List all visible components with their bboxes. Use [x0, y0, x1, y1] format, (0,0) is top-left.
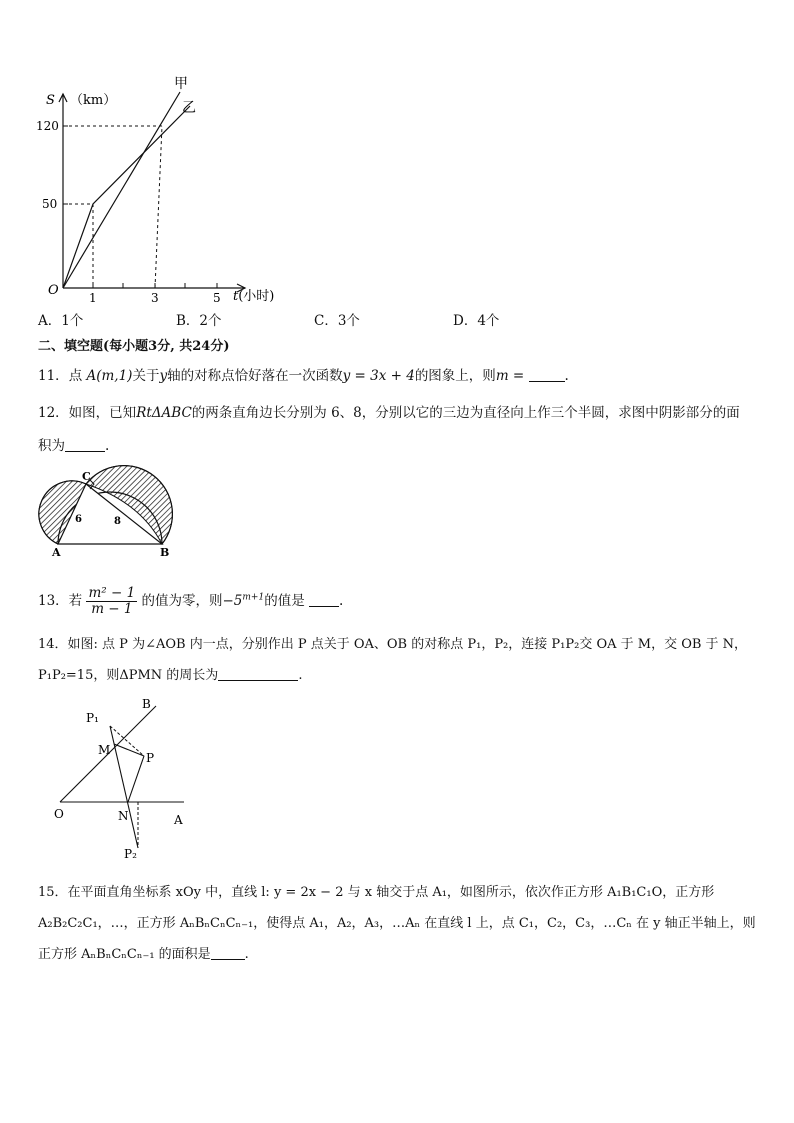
x-tick-3: 3 — [151, 291, 159, 305]
q12-answer-blank — [65, 451, 105, 452]
label-c: C — [82, 470, 91, 483]
q13-answer-blank — [309, 606, 339, 607]
x-tick-5: 5 — [213, 291, 221, 305]
q10-option-b: B．2个 — [176, 313, 222, 329]
label-b: B — [160, 546, 170, 559]
y-tick-50: 50 — [42, 197, 58, 211]
x-axis-label: t(小时) — [233, 289, 275, 304]
distance-time-graph — [36, 72, 300, 312]
label-6: 6 — [75, 514, 82, 525]
series-yi — [63, 106, 190, 288]
y-axis-label: S — [46, 93, 55, 108]
q15-answer-blank — [211, 959, 245, 960]
label-n: N — [118, 809, 129, 823]
q10-option-a: A．1个 — [38, 313, 84, 329]
y-axis-unit: （km） — [70, 93, 117, 108]
semicircles-figure — [40, 462, 180, 560]
origin-label: O — [48, 283, 59, 298]
q11-answer-blank — [529, 381, 565, 382]
guide-x3 — [155, 126, 162, 288]
label-p1: P₁ — [86, 711, 99, 725]
label-p: P — [146, 751, 155, 765]
label-b2: B — [142, 697, 151, 711]
question-11: 11．点 A(m,1)关于y轴的对称点恰好落在一次函数y = 3x + 4的图象上，则m = . — [38, 368, 569, 384]
question-15-line1: 15．在平面直角坐标系 xOy 中，直线 l: y = 2x − 2 与 x 轴交于点 A₁，如图所示，依次作正方形 A₁B₁C₁O，正方形 — [38, 885, 715, 900]
question-14-line2: P₁P₂=15，则ΔPMN 的周长为 . — [38, 668, 303, 683]
question-15-line3: 正方形 AₙBₙCₙCₙ₋₁ 的面积是 . — [38, 947, 249, 962]
x-tick-1: 1 — [89, 291, 97, 305]
q10-option-d: D．4个 — [453, 313, 500, 329]
y-tick-120: 120 — [36, 119, 59, 133]
question-14-line1: 14．如图: 点 P 为∠AOB 内一点，分别作出 P 点关于 OA、OB 的对称点 P₁，P₂，连接 P₁P₂交 OA 于 M，交 OB 于 N， — [38, 637, 748, 652]
question-15-line2: A₂B₂C₂C₁，…，正方形 AₙBₙCₙCₙ₋₁，使得点 A₁，A₂，A₃，…Aₙ 在直线 l 上，点 C₁，C₂，C₃，…Cₙ 在 y 轴正半轴上，则 — [38, 916, 756, 931]
label-p2: P₂ — [124, 847, 137, 861]
q14-answer-blank — [218, 680, 298, 681]
series-jia — [63, 92, 180, 288]
label-m: M — [98, 743, 111, 757]
label-o: O — [54, 807, 64, 821]
label-a: A — [52, 546, 61, 559]
question-12-line2: 积为 . — [38, 438, 110, 454]
series-label-jia: 甲 — [174, 76, 188, 92]
question-12-line1: 12．如图，已知RtΔABC的两条直角边长分别为 6、8，分别以它的三边为直径向上作三个半圆，求图中阴影部分的面 — [38, 405, 740, 421]
q13-fraction: $\frac{\text{m² − 1}}{m - 1}$ — [88, 585, 136, 617]
label-8: 8 — [114, 516, 121, 527]
q10-option-c: C．3个 — [314, 313, 360, 329]
question-13: 13．若 $\frac{\text{m² − 1}}{m - 1}$ 的值为零，则$-5^{m+1}$的值是 . — [38, 585, 344, 617]
section-title: 二、填空题(每小题3分, 共24分) — [38, 339, 230, 354]
series-label-yi: 乙 — [182, 100, 196, 116]
reflection-figure — [48, 692, 208, 868]
label-a2: A — [174, 813, 183, 827]
